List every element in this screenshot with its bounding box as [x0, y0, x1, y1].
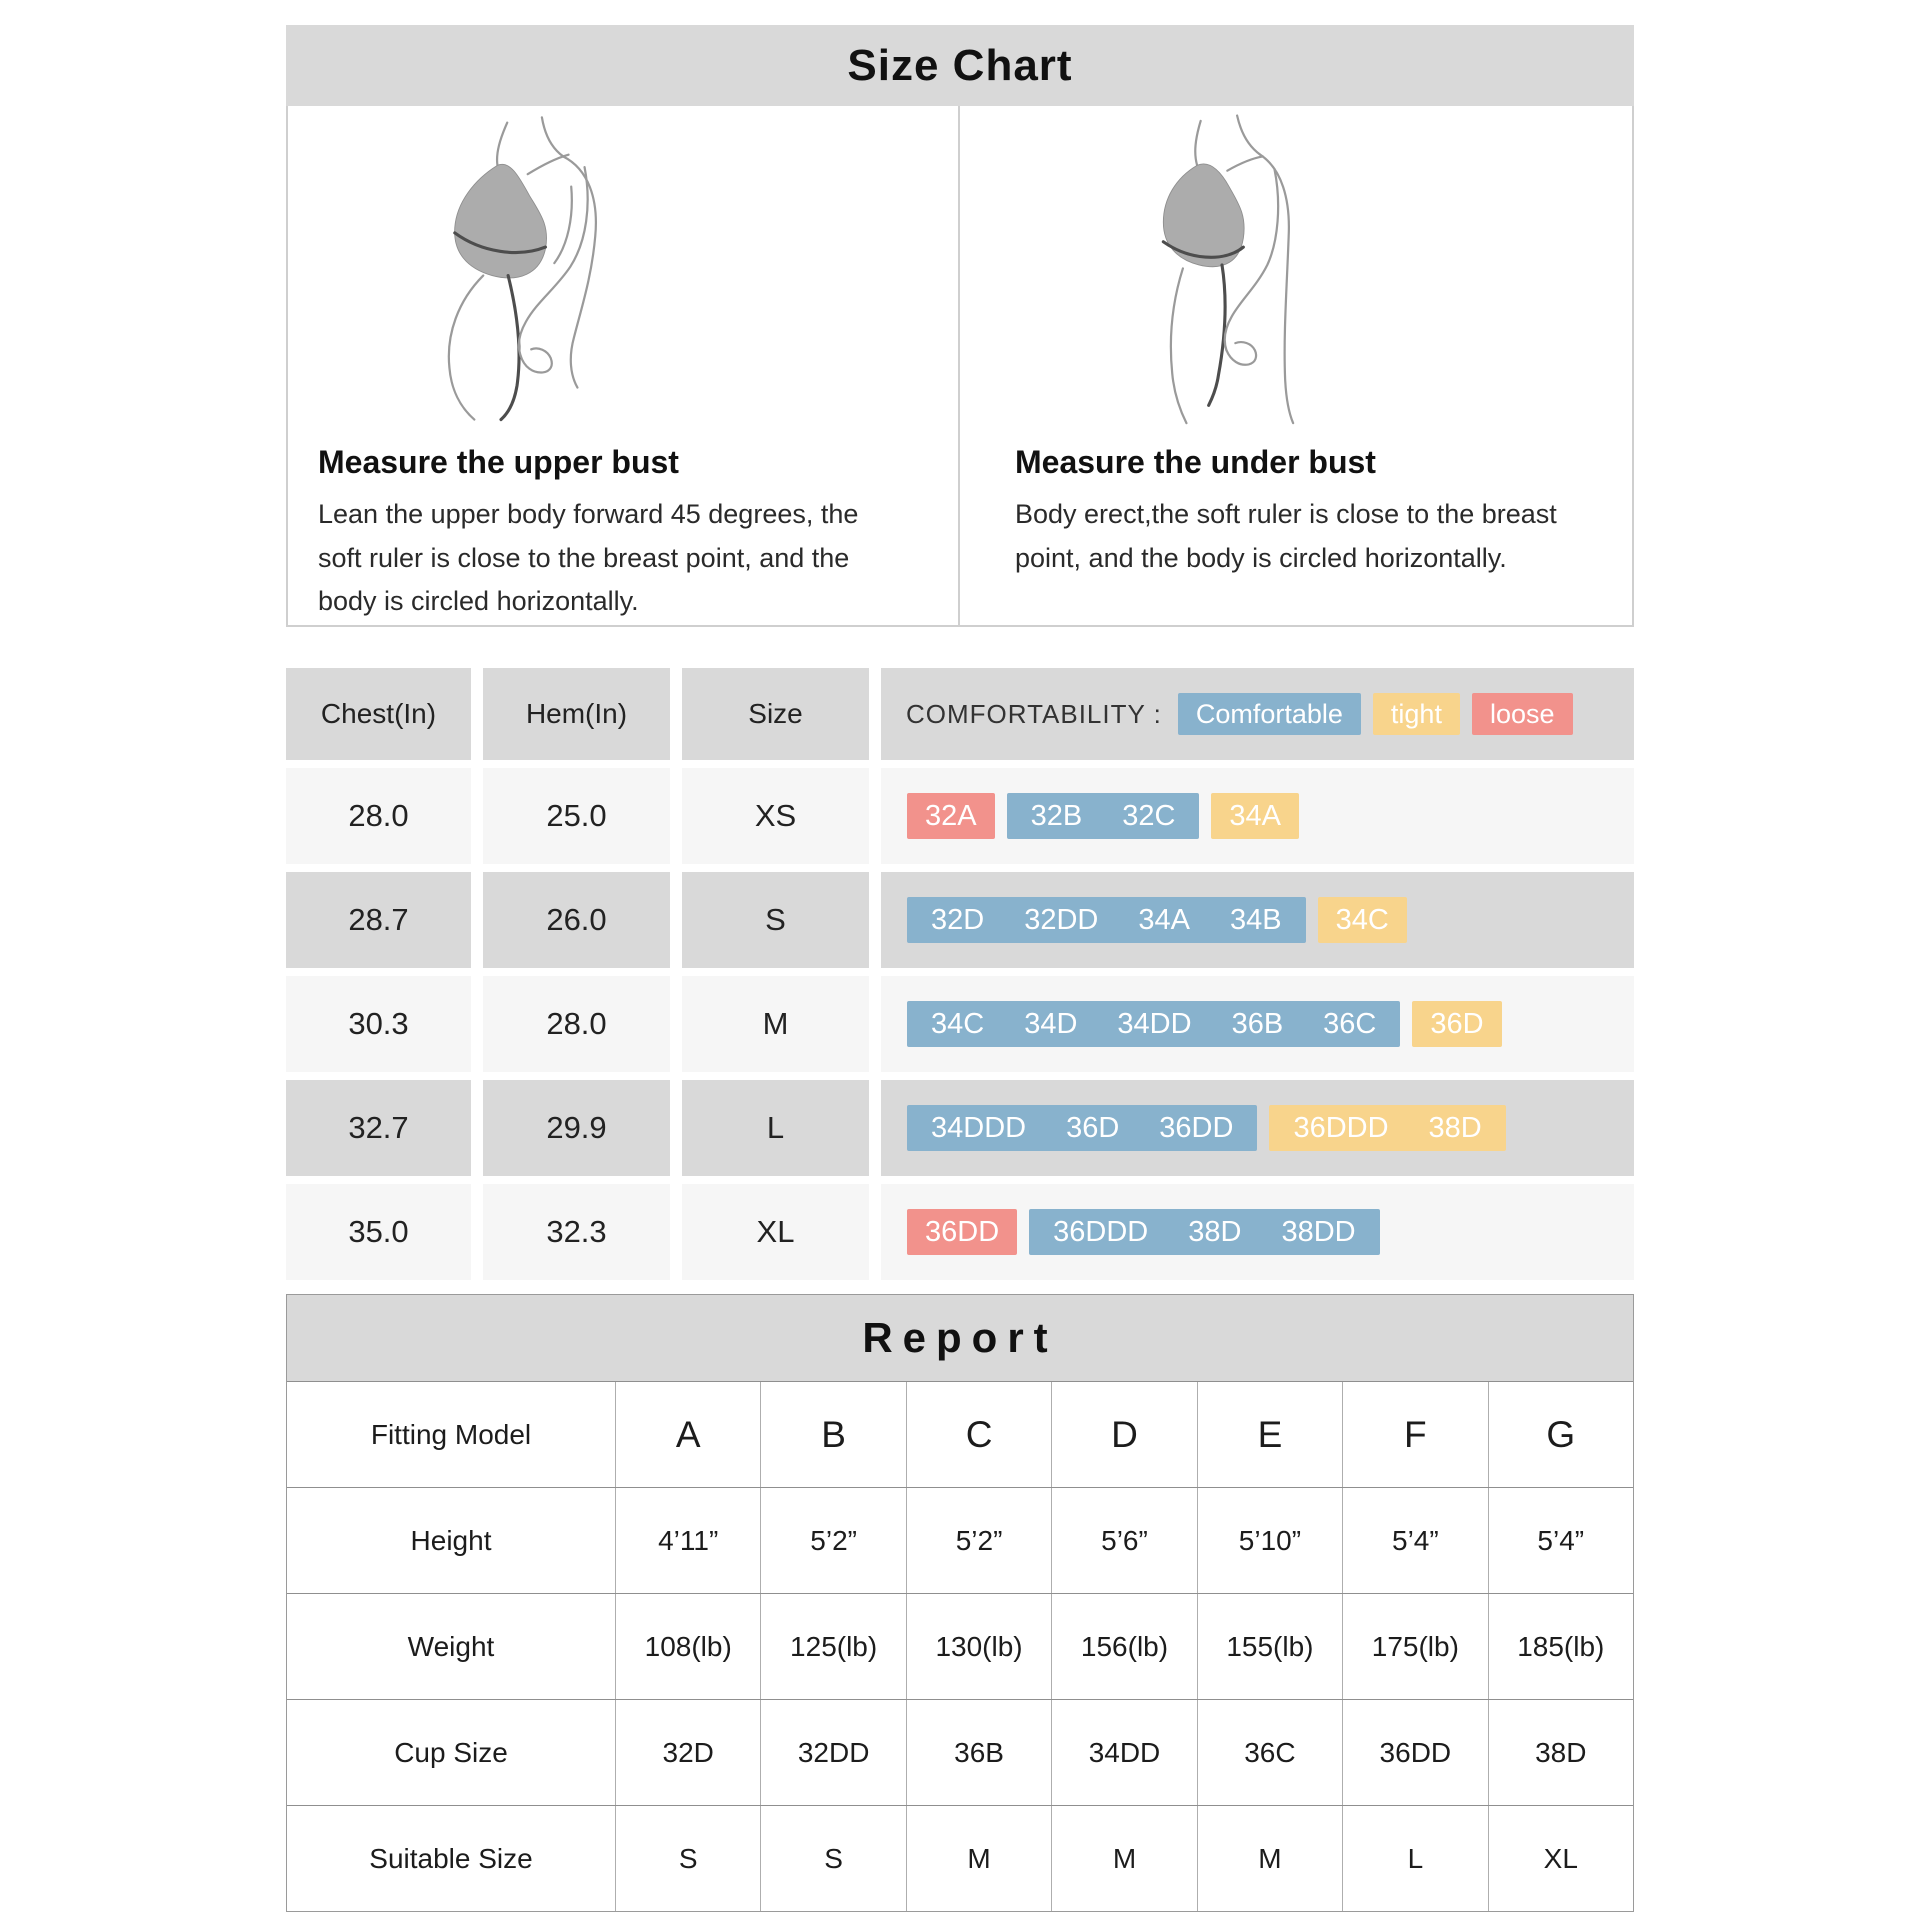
report-row-label: Fitting Model [287, 1382, 615, 1487]
bra-size: 36C [1323, 1007, 1377, 1040]
size-badge-group-tight [1318, 897, 1407, 943]
size-row-XL [286, 1184, 1634, 1280]
hem-column-header: Hem(In) [483, 668, 670, 760]
size-value: XS [682, 768, 869, 864]
bra-size: 32C [1122, 799, 1176, 832]
bra-size: 34C [931, 1007, 985, 1040]
legend-badge-comfortable: Comfortable [1178, 693, 1361, 735]
upright-figure-drawing [1085, 112, 1375, 432]
legend-badge-tight: tight [1373, 693, 1460, 735]
comfortability-label: COMFORTABILITY : [906, 698, 1162, 729]
hem-value: 25.0 [483, 768, 670, 864]
size-table-rows [286, 768, 1634, 1280]
report-cell: S [760, 1806, 905, 1911]
size-chart-page [286, 25, 1634, 1912]
report-row-label: Height [287, 1488, 615, 1593]
upper-bust-instructions: Lean the upper body forward 45 degrees, the soft ruler is close to the breast point, and the body is circled horizontally. [318, 499, 859, 617]
report-cell: 5’6” [1051, 1488, 1196, 1593]
size-value: S [682, 872, 869, 968]
comfort-cell [881, 872, 1634, 968]
size-row-M [286, 976, 1634, 1072]
size-row-XS [286, 768, 1634, 864]
report-cell: 5’10” [1197, 1488, 1342, 1593]
size-badge-group-tight [1269, 1105, 1505, 1151]
comfort-cell [881, 1184, 1634, 1280]
bra-size: 36DDD [1293, 1111, 1389, 1144]
report-cell: A [615, 1382, 760, 1487]
size-badge-group-tight [1412, 1001, 1501, 1047]
report-row-fitting-model [287, 1381, 1633, 1487]
size-table [286, 668, 1634, 1280]
bra-size: 36D [1066, 1111, 1120, 1144]
comfortability-header-cell [881, 668, 1634, 760]
size-value: M [682, 976, 869, 1072]
report-table [287, 1381, 1633, 1911]
bra-size: 34D [1024, 1007, 1078, 1040]
report-cell: 36B [906, 1700, 1051, 1805]
chest-value: 28.0 [286, 768, 471, 864]
size-table-header-row [286, 668, 1634, 760]
chest-column-header: Chest(In) [286, 668, 471, 760]
report-cell: 155(lb) [1197, 1594, 1342, 1699]
comfort-cell [881, 768, 1634, 864]
upper-bust-illustration [318, 112, 930, 434]
report-cell: D [1051, 1382, 1196, 1487]
bra-size: 36D [1430, 1007, 1484, 1040]
report-cell: 175(lb) [1342, 1594, 1487, 1699]
chest-value: 30.3 [286, 976, 471, 1072]
report-cell: 5’2” [760, 1488, 905, 1593]
report-section [286, 1294, 1634, 1912]
size-row-S [286, 872, 1634, 968]
bra-size: 34A [1138, 903, 1190, 936]
size-row-L [286, 1080, 1634, 1176]
under-bust-heading: Measure the under bust [1015, 444, 1376, 480]
report-cell: L [1342, 1806, 1487, 1911]
report-cell: M [906, 1806, 1051, 1911]
bra-size: 32A [925, 799, 977, 832]
report-cell: B [760, 1382, 905, 1487]
size-chart-title: Size Chart [847, 40, 1073, 90]
size-value: XL [682, 1184, 869, 1280]
report-cell: 5’2” [906, 1488, 1051, 1593]
bra-size: 34C [1335, 903, 1389, 936]
report-cell: 34DD [1051, 1700, 1196, 1805]
bra-size: 34DD [1117, 1007, 1192, 1040]
bra-size: 32D [931, 903, 985, 936]
bra-size: 36DD [925, 1215, 1000, 1248]
report-cell: 36DD [1342, 1700, 1487, 1805]
size-badge-group-loose [907, 1209, 1017, 1255]
report-title-band [287, 1295, 1633, 1381]
report-cell: 32D [615, 1700, 760, 1805]
bra-size: 34B [1229, 903, 1282, 936]
report-cell: 125(lb) [760, 1594, 905, 1699]
under-bust-panel [960, 106, 1632, 625]
bra-size: 38D [1188, 1215, 1242, 1248]
bra-size: 34A [1229, 799, 1282, 832]
report-title: Report [862, 1314, 1058, 1361]
chest-value: 35.0 [286, 1184, 471, 1280]
under-bust-illustration [1015, 112, 1604, 434]
size-badge-group-tight [1211, 793, 1299, 839]
report-row-weight [287, 1593, 1633, 1699]
report-cell: C [906, 1382, 1051, 1487]
bra-size: 36B [1231, 1007, 1284, 1040]
report-row-height [287, 1487, 1633, 1593]
report-cell: M [1197, 1806, 1342, 1911]
report-row-label: Weight [287, 1594, 615, 1699]
size-value: L [682, 1080, 869, 1176]
report-row-label: Cup Size [287, 1700, 615, 1805]
report-cell: 130(lb) [906, 1594, 1051, 1699]
measure-panels [286, 106, 1634, 627]
report-cell: 185(lb) [1488, 1594, 1633, 1699]
leaning-figure-drawing [388, 112, 678, 432]
report-cell: 5’4” [1488, 1488, 1633, 1593]
report-cell: 156(lb) [1051, 1594, 1196, 1699]
report-cell: 108(lb) [615, 1594, 760, 1699]
report-cell: XL [1488, 1806, 1633, 1911]
report-cell: 36C [1197, 1700, 1342, 1805]
hem-value: 29.9 [483, 1080, 670, 1176]
bra-size: 36DD [1159, 1111, 1234, 1144]
hem-value: 32.3 [483, 1184, 670, 1280]
report-row-label: Suitable Size [287, 1806, 615, 1911]
hem-value: 26.0 [483, 872, 670, 968]
bra-size: 34DDD [931, 1111, 1027, 1144]
bra-size: 38D [1428, 1111, 1482, 1144]
size-badge-group-loose [907, 793, 995, 839]
legend-badge-loose: loose [1472, 693, 1573, 735]
size-badge-group-comfortable [1007, 793, 1200, 839]
size-chart-section [286, 25, 1634, 627]
bra-size: 38DD [1281, 1215, 1356, 1248]
comfort-cell [881, 1080, 1634, 1176]
upper-bust-panel [288, 106, 960, 625]
bra-size: 36DDD [1053, 1215, 1149, 1248]
bra-size: 32DD [1024, 903, 1099, 936]
size-chart-title-band [286, 25, 1634, 106]
report-cell: 38D [1488, 1700, 1633, 1805]
size-column-header: Size [682, 668, 869, 760]
bra-size: 32B [1030, 799, 1083, 832]
comfort-cell [881, 976, 1634, 1072]
chest-value: 32.7 [286, 1080, 471, 1176]
report-cell: M [1051, 1806, 1196, 1911]
upper-bust-heading: Measure the upper bust [318, 444, 679, 480]
size-badge-group-comfortable [907, 1001, 1400, 1047]
report-row-suitable-size [287, 1805, 1633, 1911]
report-row-cup-size [287, 1699, 1633, 1805]
size-badge-group-comfortable [907, 897, 1306, 943]
report-cell: F [1342, 1382, 1487, 1487]
size-badge-group-comfortable [1029, 1209, 1379, 1255]
hem-value: 28.0 [483, 976, 670, 1072]
comfortability-legend [1178, 693, 1573, 735]
report-cell: E [1197, 1382, 1342, 1487]
report-cell: 4’11” [615, 1488, 760, 1593]
report-cell: 32DD [760, 1700, 905, 1805]
chest-value: 28.7 [286, 872, 471, 968]
under-bust-instructions: Body erect,the soft ruler is close to the breast point, and the body is circled horizontally. [1015, 499, 1557, 573]
size-badge-group-comfortable [907, 1105, 1257, 1151]
report-cell: S [615, 1806, 760, 1911]
report-cell: G [1488, 1382, 1633, 1487]
report-cell: 5’4” [1342, 1488, 1487, 1593]
